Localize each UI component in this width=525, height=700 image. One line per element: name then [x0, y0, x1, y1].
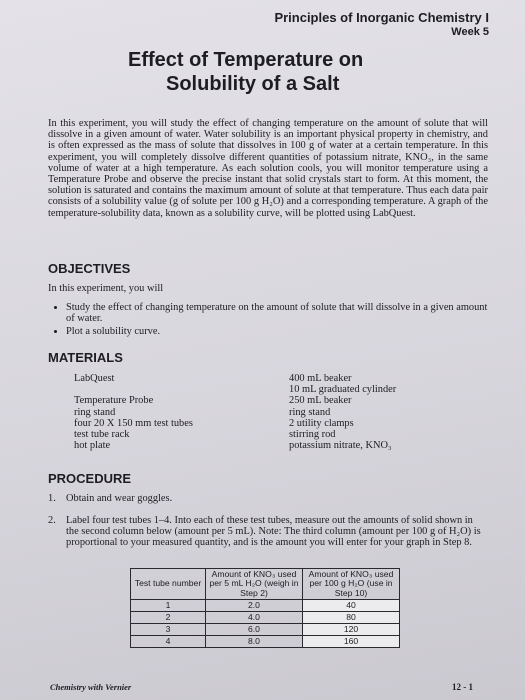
column-header: Amount of KNO₃ used per 5 mL H₂O (weigh in Step 2) — [206, 569, 303, 600]
course-title: Principles of Inorganic Chemistry I — [274, 10, 489, 25]
procedure-heading: PROCEDURE — [48, 471, 132, 486]
material-item: 2 utility clamps — [289, 417, 354, 429]
material-item: ring stand — [289, 406, 331, 418]
materials-right-column — [289, 373, 396, 451]
objective-item: • Study the effect of changing temperature on the amount of solute that will dissolve in a given amount of water. — [66, 302, 496, 324]
material-item: potassium nitrate, KNO₃ — [289, 440, 392, 452]
table-row — [131, 636, 400, 648]
intro-paragraph: In this experiment, you will study the effect of changing temperature on the amount of solute that will dissolve in a given amount of water. Water solubility is an important physical property in chemistry, and is often expressed as the mass of solute that dissolves in 100 g of water at a certain temperature. In this experiment, you will completely dissolve different quantities of potassium nitrate, KNO₃, in the same volume of water at a high temperature. As each solution cools, you will monitor temperature using a Temperature Probe and observe the precise instant that solid crystals start to form. At this moment, the solution is saturated and contains the maximum amount of solute at that temperature. Thus each data pair consists of a solubility value (g of solute per 100 g H₂O) and a corresponding temperature. A graph of the temperature-solubility data, known as a solubility curve, will be plotted using LabQuest. — [48, 118, 488, 219]
objectives-heading: OBJECTIVES — [48, 261, 131, 276]
table-row — [131, 600, 400, 612]
step-number: 2. — [48, 515, 56, 526]
column-header: Test tube number — [131, 569, 206, 600]
page-number: 12 - 1 — [452, 682, 473, 692]
materials-heading: MATERIALS — [48, 350, 123, 365]
table-cell: 6.0 — [206, 624, 303, 636]
table-cell: 2.0 — [206, 600, 303, 612]
material-item: 10 mL graduated cylinder — [289, 384, 397, 396]
table-cell: 4 — [131, 636, 206, 648]
material-item: LabQuest — [74, 373, 115, 384]
week-label: Week 5 — [451, 26, 489, 38]
material-item: 250 mL beaker — [289, 395, 352, 407]
table-row — [131, 612, 400, 624]
table-cell: 160 — [303, 636, 400, 648]
table-row — [131, 624, 400, 636]
footer-source: Chemistry with Vernier — [50, 682, 132, 692]
step-text: Obtain and wear goggles. — [66, 493, 173, 504]
objective-item: • Plot a solubility curve. — [66, 326, 496, 337]
materials-left-column — [74, 373, 193, 451]
material-item — [74, 384, 193, 395]
table-header-row — [131, 569, 400, 600]
kno3-amounts-table — [130, 568, 400, 648]
material-item: hot plate — [74, 440, 111, 452]
table-cell: 80 — [303, 612, 400, 624]
table-cell: 40 — [303, 600, 400, 612]
material-item: 400 mL beaker — [289, 373, 352, 384]
material-item: four 20 X 150 mm test tubes — [74, 417, 193, 429]
page-title — [128, 48, 363, 96]
table-cell: 120 — [303, 624, 400, 636]
table-cell: 3 — [131, 624, 206, 636]
table-cell: 4.0 — [206, 612, 303, 624]
title-line-2: Solubility of a Salt — [166, 73, 340, 95]
objectives-list — [52, 302, 496, 340]
step-number: 1. — [48, 493, 56, 504]
title-line-1: Effect of Temperature on — [128, 49, 364, 71]
procedure-step — [48, 493, 488, 505]
material-item: ring stand — [74, 406, 116, 418]
table-cell: 1 — [131, 600, 206, 612]
material-item: stirring rod — [289, 429, 336, 441]
objectives-lead: In this experiment, you will — [48, 283, 164, 294]
table-cell: 8.0 — [206, 636, 303, 648]
column-header: Amount of KNO₃ used per 100 g H₂O (use in Step 10) — [303, 569, 400, 600]
table-cell: 2 — [131, 612, 206, 624]
material-item: test tube rack — [74, 429, 130, 441]
step-text: Label four test tubes 1–4. Into each of these test tubes, measure out the amounts of solid shown in the second column below (amount per 5 mL). Note: The third column (amount per 100 g of H₂O) is proportional to your measured quantity, and is the amount you will enter for your graph in Step 8. — [66, 515, 481, 549]
material-item: Temperature Probe — [74, 395, 154, 407]
procedure-step — [48, 515, 488, 563]
